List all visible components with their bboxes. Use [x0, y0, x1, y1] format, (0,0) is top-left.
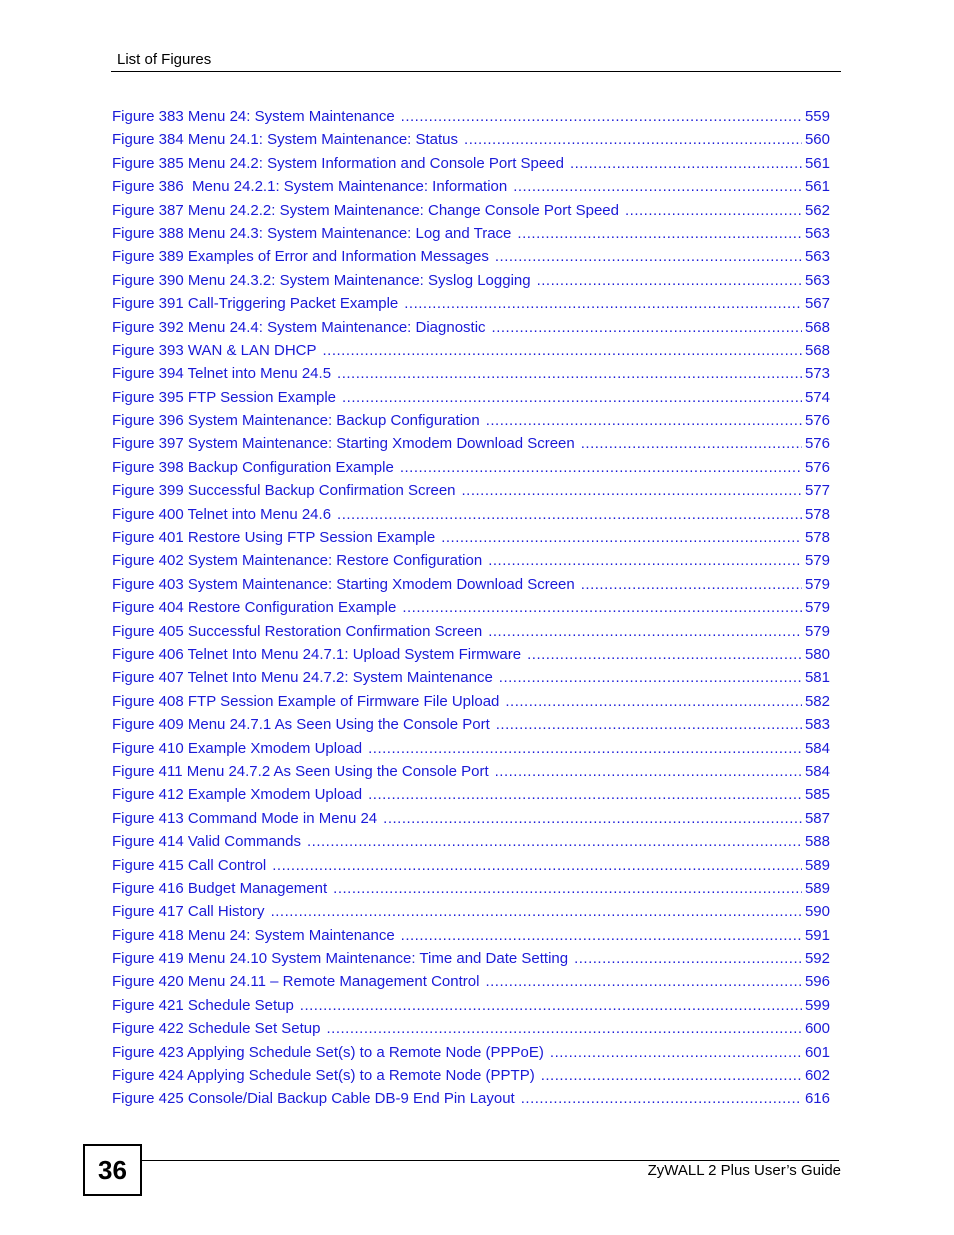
dot-leader — [486, 409, 802, 432]
toc-entry-page: 588 — [804, 833, 830, 851]
toc-entry-link[interactable] — [112, 994, 830, 1017]
toc-entry-link[interactable] — [112, 783, 830, 806]
dot-leader — [570, 152, 802, 175]
toc-entry-link[interactable] — [112, 1087, 830, 1110]
dot-leader — [342, 386, 802, 409]
toc-entry-title: Figure 398 Backup Configuration Example — [112, 458, 394, 476]
toc-entry-link[interactable] — [112, 830, 830, 853]
toc-entry-link[interactable] — [112, 199, 830, 222]
toc-entry-link[interactable] — [112, 947, 830, 970]
toc-entry-page: 568 — [804, 341, 830, 359]
dot-leader — [401, 924, 802, 947]
toc-entry-title: Figure 425 Console/Dial Backup Cable DB-9 End Pin Layout — [112, 1090, 515, 1108]
dot-leader — [495, 760, 802, 783]
dot-leader — [485, 970, 802, 993]
toc-entry-page: 576 — [804, 435, 830, 453]
toc-entry-link[interactable] — [112, 877, 830, 900]
toc-entry-title: Figure 414 Valid Commands — [112, 833, 301, 851]
dot-leader — [401, 105, 802, 128]
toc-entry-title: Figure 421 Schedule Setup — [112, 996, 294, 1014]
dot-leader — [462, 479, 802, 502]
toc-entry-link[interactable] — [112, 643, 830, 666]
dot-leader — [333, 877, 802, 900]
toc-entry-page: 579 — [804, 599, 830, 617]
toc-entry-page: 581 — [804, 669, 830, 687]
dot-leader — [323, 339, 802, 362]
dot-leader — [537, 269, 802, 292]
toc-entry-link[interactable] — [112, 362, 830, 385]
dot-leader — [464, 128, 802, 151]
dot-leader — [383, 807, 802, 830]
page-number-box — [83, 1144, 142, 1196]
toc-entry-page: 596 — [804, 973, 830, 991]
toc-entry-page: 590 — [804, 903, 830, 921]
toc-entry-page: 563 — [804, 224, 830, 242]
toc-entry-title: Figure 415 Call Control — [112, 856, 267, 874]
toc-entry-title: Figure 417 Call History — [112, 903, 265, 921]
toc-entry-page: 559 — [804, 108, 830, 125]
toc-entry-title: Figure 386 Menu 24.2.1: System Maintenance: Information — [112, 178, 508, 196]
toc-entry-page: 600 — [804, 1020, 830, 1038]
toc-entry-title: Figure 390 Menu 24.3.2: System Maintenance: Syslog Logging — [112, 271, 531, 289]
toc-entry-page: 579 — [804, 552, 830, 570]
toc-entry-page: 576 — [804, 458, 830, 476]
dot-leader — [492, 316, 802, 339]
toc-entry-page: 576 — [804, 412, 830, 430]
toc-entry-link[interactable] — [112, 854, 830, 877]
toc-entry-link[interactable] — [112, 713, 830, 736]
dot-leader — [521, 1087, 802, 1110]
toc-entry-page: 584 — [804, 762, 830, 780]
toc-entry-page: 601 — [804, 1043, 830, 1061]
dot-leader — [404, 292, 802, 315]
footer-divider — [141, 1160, 839, 1161]
toc-entry-page: 562 — [804, 201, 830, 219]
toc-entry-page: 578 — [804, 529, 830, 547]
toc-entry-link[interactable] — [112, 339, 830, 362]
toc-entry-page: 616 — [804, 1090, 830, 1108]
toc-entry-link[interactable] — [112, 269, 830, 292]
toc-entry-title: Figure 411 Menu 24.7.2 As Seen Using the Console Port — [112, 762, 489, 780]
toc-entry-page: 563 — [804, 271, 830, 289]
toc-entry-page: 561 — [804, 154, 830, 172]
toc-entry-page: 577 — [804, 482, 830, 500]
dot-leader — [574, 947, 802, 970]
toc-entry-page: 561 — [804, 178, 830, 196]
dot-leader — [513, 175, 802, 198]
toc-entry-link[interactable] — [112, 924, 830, 947]
toc-entry-title: Figure 385 Menu 24.2: System Information and Console Port Speed — [112, 154, 564, 172]
toc-entry-page: 589 — [804, 879, 830, 897]
toc-entry-page: 579 — [804, 575, 830, 593]
toc-entry-title: Figure 420 Menu 24.11 – Remote Management Control — [112, 973, 480, 991]
toc-entry-page: 591 — [804, 926, 830, 944]
toc-entry-link[interactable] — [112, 175, 830, 198]
toc-entry-title: Figure 384 Menu 24.1: System Maintenance: Status — [112, 131, 459, 149]
toc-entry-link[interactable] — [112, 503, 830, 526]
toc-entry-page: 580 — [804, 645, 830, 663]
toc-entry-page: 574 — [804, 388, 830, 406]
dot-leader — [496, 713, 802, 736]
toc-entry-page: 573 — [804, 365, 830, 383]
dot-leader — [326, 1017, 801, 1040]
toc-entry-title: Figure 407 Telnet Into Menu 24.7.2: System Maintenance — [112, 669, 493, 687]
toc-entry-page: 587 — [804, 809, 830, 827]
dot-leader — [441, 526, 802, 549]
toc-entry-link[interactable] — [112, 900, 830, 923]
toc-entry-title: Figure 405 Successful Restoration Confirmation Screen — [112, 622, 483, 640]
toc-entry-page: 560 — [804, 131, 830, 149]
toc-entry-link[interactable] — [112, 1064, 830, 1087]
toc-entry-title: Figure 383 Menu 24: System Maintenance — [112, 108, 395, 125]
toc-entry-title: Figure 423 Applying Schedule Set(s) to a Remote Node (PPPoE) — [112, 1043, 544, 1061]
toc-entry-link[interactable] — [112, 1017, 830, 1040]
toc-entry-page: 584 — [804, 739, 830, 757]
toc-entry-title: Figure 418 Menu 24: System Maintenance — [112, 926, 395, 944]
toc-entry-link[interactable] — [112, 432, 830, 455]
toc-entry-link[interactable] — [112, 573, 830, 596]
list-of-figures — [112, 105, 830, 1111]
dot-leader — [300, 994, 802, 1017]
toc-entry-page: 563 — [804, 248, 830, 266]
toc-entry-link[interactable] — [112, 456, 830, 479]
toc-entry-title: Figure 393 WAN & LAN DHCP — [112, 341, 317, 359]
toc-entry-page: 592 — [804, 950, 830, 968]
toc-entry-link[interactable] — [112, 409, 830, 432]
dot-leader — [488, 549, 802, 572]
toc-entry-title: Figure 399 Successful Backup Confirmation Screen — [112, 482, 456, 500]
toc-entry-link[interactable] — [112, 152, 830, 175]
toc-entry-link[interactable] — [112, 479, 830, 502]
dot-leader — [272, 854, 802, 877]
toc-entry-link[interactable] — [112, 549, 830, 572]
dot-leader — [625, 199, 802, 222]
dot-leader — [499, 666, 802, 689]
toc-entry-link[interactable] — [112, 970, 830, 993]
toc-entry-title: Figure 395 FTP Session Example — [112, 388, 336, 406]
dot-leader — [541, 1064, 802, 1087]
toc-entry-title: Figure 410 Example Xmodem Upload — [112, 739, 363, 757]
dot-leader — [402, 596, 802, 619]
page-number: 36 — [98, 1154, 127, 1185]
dot-leader — [495, 245, 802, 268]
toc-entry-title: Figure 409 Menu 24.7.1 As Seen Using the Console Port — [112, 716, 490, 734]
toc-entry-title: Figure 391 Call-Triggering Packet Example — [112, 295, 399, 313]
toc-entry-link[interactable] — [112, 620, 830, 643]
toc-entry-title: Figure 400 Telnet into Menu 24.6 — [112, 505, 332, 523]
dot-leader — [307, 830, 802, 853]
toc-entry-link[interactable] — [112, 292, 830, 315]
toc-entry-link[interactable] — [112, 222, 830, 245]
dot-leader — [271, 900, 802, 923]
toc-entry-title: Figure 402 System Maintenance: Restore Configuration — [112, 552, 483, 570]
dot-leader — [517, 222, 802, 245]
toc-entry-link[interactable] — [112, 596, 830, 619]
toc-entry-title: Figure 389 Examples of Error and Information Messages — [112, 248, 489, 266]
header-section-title: List of Figures — [117, 51, 212, 68]
toc-entry-link[interactable] — [112, 807, 830, 830]
toc-entry-title: Figure 422 Schedule Set Setup — [112, 1020, 321, 1038]
toc-entry-title: Figure 401 Restore Using FTP Session Example — [112, 529, 436, 547]
toc-entry-title: Figure 408 FTP Session Example of Firmware File Upload — [112, 692, 500, 710]
toc-entry-page: 585 — [804, 786, 830, 804]
dot-leader — [337, 362, 802, 385]
toc-entry-page: 568 — [804, 318, 830, 336]
dot-leader — [400, 456, 802, 479]
toc-entry-link[interactable] — [112, 105, 830, 128]
toc-entry-title: Figure 397 System Maintenance: Starting Xmodem Download Screen — [112, 435, 575, 453]
toc-entry-title: Figure 424 Applying Schedule Set(s) to a Remote Node (PPTP) — [112, 1067, 535, 1085]
toc-entry-link[interactable] — [112, 526, 830, 549]
toc-entry-title: Figure 404 Restore Configuration Example — [112, 599, 397, 617]
toc-entry-link[interactable] — [112, 760, 830, 783]
toc-entry-title: Figure 388 Menu 24.3: System Maintenance: Log and Trace — [112, 224, 512, 242]
toc-entry-page: 589 — [804, 856, 830, 874]
toc-entry-page: 578 — [804, 505, 830, 523]
toc-entry-link[interactable] — [112, 128, 830, 151]
dot-leader — [505, 690, 802, 713]
dot-leader — [527, 643, 802, 666]
toc-entry-page: 599 — [804, 996, 830, 1014]
toc-entry-page: 583 — [804, 716, 830, 734]
dot-leader — [337, 503, 802, 526]
toc-entry-page: 582 — [804, 692, 830, 710]
toc-entry-title: Figure 419 Menu 24.10 System Maintenance: Time and Date Setting — [112, 950, 569, 968]
toc-entry-title: Figure 413 Command Mode in Menu 24 — [112, 809, 378, 827]
toc-entry-title: Figure 396 System Maintenance: Backup Configuration — [112, 412, 480, 430]
toc-entry-title: Figure 392 Menu 24.4: System Maintenance: Diagnostic — [112, 318, 486, 336]
toc-entry-title: Figure 406 Telnet Into Menu 24.7.1: Upload System Firmware — [112, 645, 522, 663]
toc-entry-title: Figure 416 Budget Management — [112, 879, 328, 897]
dot-leader — [550, 1041, 802, 1064]
dot-leader — [368, 783, 802, 806]
toc-entry-link[interactable] — [112, 737, 830, 760]
header-divider — [111, 71, 841, 72]
footer-guide-title: ZyWALL 2 Plus User’s Guide — [647, 1162, 841, 1179]
toc-entry-page: 567 — [804, 295, 830, 313]
toc-entry-title: Figure 412 Example Xmodem Upload — [112, 786, 363, 804]
dot-leader — [488, 620, 802, 643]
toc-entry-link[interactable] — [112, 1041, 830, 1064]
dot-leader — [581, 573, 802, 596]
toc-entry-link[interactable] — [112, 245, 830, 268]
toc-entry-title: Figure 394 Telnet into Menu 24.5 — [112, 365, 332, 383]
toc-entry-title: Figure 387 Menu 24.2.2: System Maintenance: Change Console Port Speed — [112, 201, 619, 219]
toc-entry-link[interactable] — [112, 690, 830, 713]
dot-leader — [581, 432, 802, 455]
toc-entry-page: 579 — [804, 622, 830, 640]
toc-entry-link[interactable] — [112, 386, 830, 409]
toc-entry-page: 602 — [804, 1067, 830, 1085]
toc-entry-link[interactable] — [112, 316, 830, 339]
toc-entry-title: Figure 403 System Maintenance: Starting Xmodem Download Screen — [112, 575, 575, 593]
toc-entry-link[interactable] — [112, 666, 830, 689]
dot-leader — [368, 737, 802, 760]
